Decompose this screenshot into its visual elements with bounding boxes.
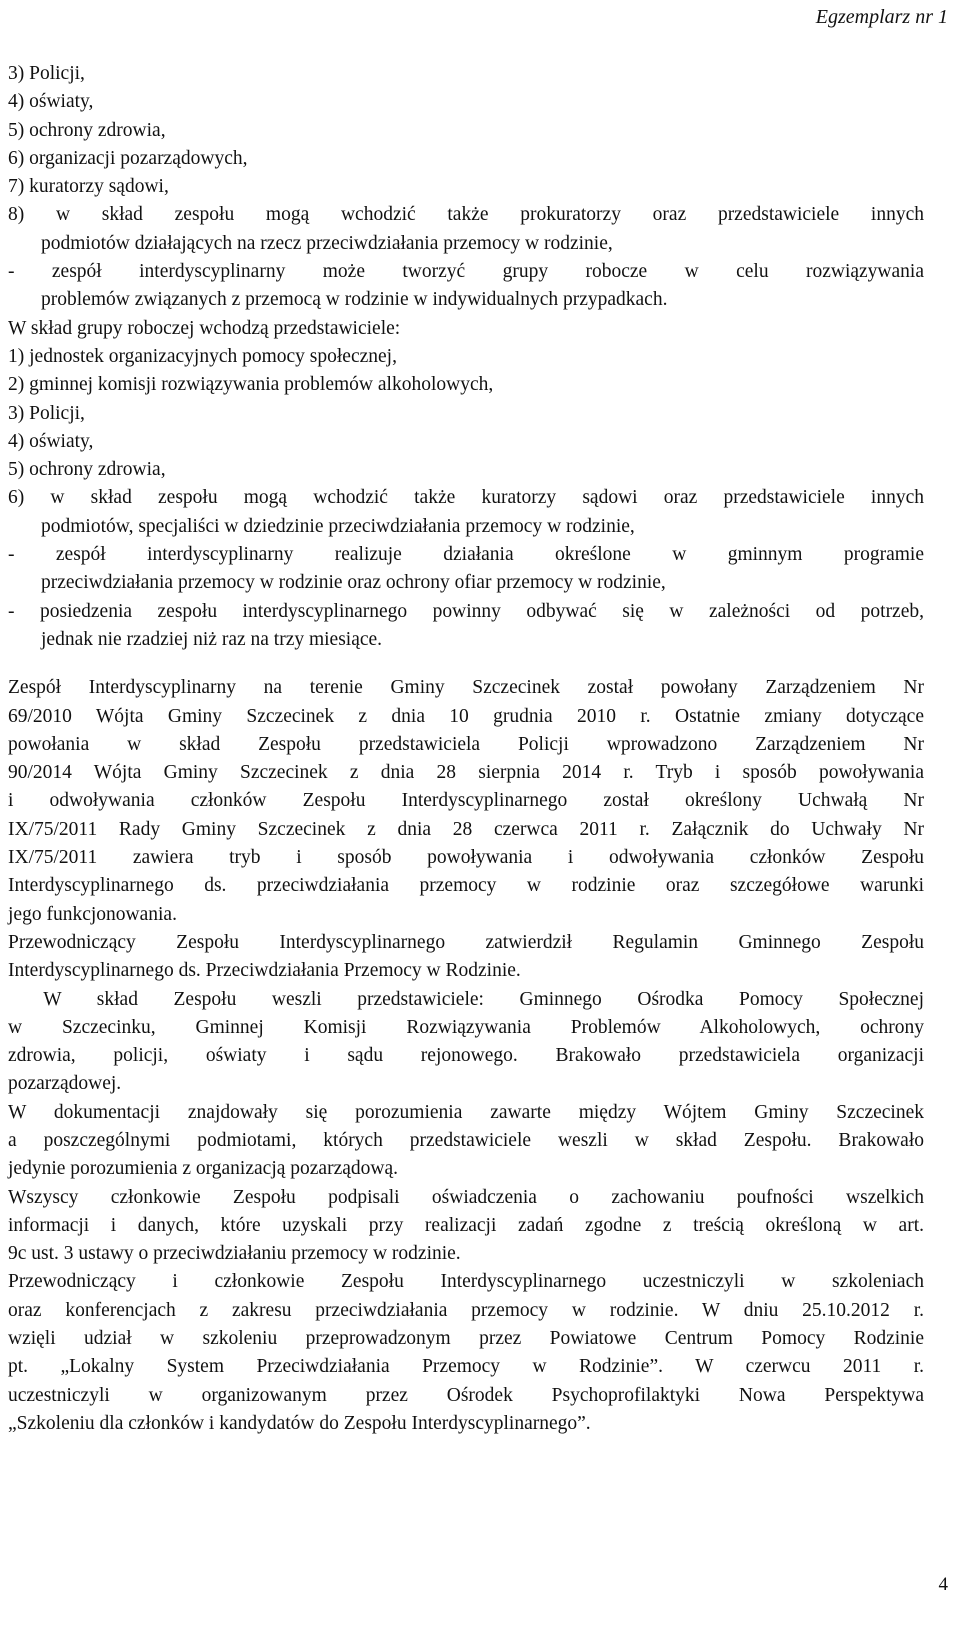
- list-item: 3) Policji,: [8, 402, 85, 424]
- list-item: 2) gminnej komisji rozwiązywania problemów alkoholowych,: [8, 374, 494, 396]
- paragraph-team-appointment: [8, 674, 924, 929]
- paragraph-line: zdrowia, policji, oświaty i sądu rejonowego. Brakowało przedstawiciela organizacji: [8, 1045, 924, 1067]
- list-continuation: [8, 60, 924, 315]
- list-item: 6) w skład zespołu mogą wchodzić także kuratorzy sądowi oraz przedstawiciele innych: [8, 487, 924, 509]
- list-item-continuation: podmiotów działających na rzecz przeciwdziałania przemocy w rodzinie,: [41, 232, 613, 254]
- paragraph-line: 9c ust. 3 ustawy o przeciwdziałaniu przemocy w rodzinie.: [8, 1243, 461, 1265]
- paragraph-line: jego funkcjonowania.: [8, 903, 177, 925]
- paragraph-line: „Szkoleniu dla członków i kandydatów do Zespołu Interdyscyplinarnego”.: [8, 1412, 591, 1434]
- list-item: 1) jednostek organizacyjnych pomocy społecznej,: [8, 345, 397, 367]
- paragraph-line: Interdyscyplinarnego ds. przeciwdziałania przemocy w rodzinie oraz szczegółowe warunki: [8, 875, 924, 897]
- list-item-continuation: podmiotów, specjaliści w dziedzinie przeciwdziałania przemocy w rodzinie,: [41, 515, 635, 537]
- dash-item: - posiedzenia zespołu interdyscyplinarnego powinny odbywać się w zależności od potrzeb,: [8, 600, 924, 622]
- paragraph-line: w Szczecinku, Gminnej Komisji Rozwiązywania Problemów Alkoholowych, ochrony: [8, 1016, 924, 1038]
- paragraph-line: Wszyscy członkowie Zespołu podpisali oświadczenia o zachowaniu poufności wszelkich: [8, 1186, 924, 1208]
- paragraph-trainings: [8, 1268, 924, 1438]
- paragraph-line: Przewodniczący i członkowie Zespołu Interdyscyplinarnego uczestniczyli w szkoleniach: [8, 1271, 924, 1293]
- list-item: 4) oświaty,: [8, 91, 94, 113]
- list-item: 6) organizacji pozarządowych,: [8, 147, 248, 169]
- group-intro: W skład grupy roboczej wchodzą przedstawiciele:: [8, 317, 401, 339]
- paragraph-line: 69/2010 Wójta Gminy Szczecinek z dnia 10 grudnia 2010 r. Ostatnie zmiany dotyczące: [8, 705, 924, 727]
- paragraph-line: wzięli udział w szkoleniu przeprowadzonym przez Powiatowe Centrum Pomocy Rodzinie: [8, 1328, 924, 1350]
- paragraph-confidentiality: [8, 1184, 924, 1269]
- paragraph-line: oraz konferencjach z zakresu przeciwdziałania przemocy w rodzinie. W dniu 25.10.2012 r.: [8, 1299, 924, 1321]
- paragraph-line: uczestniczyli w organizowanym przez Ośrodek Psychoprofilaktyki Nowa Perspektywa: [8, 1384, 924, 1406]
- page-number: 4: [938, 1574, 948, 1595]
- paragraph-team-members: [8, 986, 924, 1099]
- list-item: 5) ochrony zdrowia,: [8, 119, 166, 141]
- paragraph-line: powołania w skład Zespołu przedstawiciela Policji wprowadzono Zarządzeniem Nr: [8, 733, 924, 755]
- list-item: 8) w skład zespołu mogą wchodzić także prokuratorzy oraz przedstawiciele innych: [8, 204, 924, 226]
- dash-item: - zespół interdyscyplinarny może tworzyć grupy robocze w celu rozwiązywania: [8, 261, 924, 283]
- dash-item-continuation: jednak nie rzadziej niż raz na trzy miesiące.: [41, 628, 383, 650]
- copy-number-label: Egzemplarz nr 1: [815, 6, 948, 28]
- paragraph-line: jedynie porozumienia z organizacją pozarządową.: [8, 1158, 398, 1180]
- paragraph-line: 90/2014 Wójta Gminy Szczecinek z dnia 28 sierpnia 2014 r. Tryb i sposób powoływania: [8, 762, 924, 784]
- paragraph-regulations: [8, 929, 924, 986]
- list-item: 3) Policji,: [8, 63, 85, 84]
- paragraph-line: Zespół Interdyscyplinarny na terenie Gminy Szczecinek został powołany Zarządzeniem Nr: [8, 677, 924, 699]
- paragraph-agreements: [8, 1099, 924, 1184]
- paragraph-line: W dokumentacji znajdowały się porozumienia zawarte między Wójtem Gminy Szczecinek: [8, 1101, 924, 1123]
- paragraph-line: pozarządowej.: [8, 1073, 122, 1095]
- paragraph-line: informacji i danych, które uzyskali przy realizacji zadań zgodne z treścią określoną w art.: [8, 1214, 924, 1236]
- dash-item-continuation: problemów związanych z przemocą w rodzinie w indywidualnych przypadkach.: [41, 289, 668, 311]
- dash-item-continuation: przeciwdziałania przemocy w rodzinie oraz ochrony ofiar przemocy w rodzinie,: [41, 572, 666, 594]
- list-item: 4) oświaty,: [8, 430, 94, 452]
- paragraph-line: a poszczególnymi podmiotami, których przedstawiciele weszli w skład Zespołu. Brakowało: [8, 1129, 924, 1151]
- paragraph-line: IX/75/2011 Rady Gminy Szczecinek z dnia 28 czerwca 2011 r. Załącznik do Uchwały Nr: [8, 818, 924, 840]
- group-members-list: [8, 343, 924, 654]
- paragraph-line: IX/75/2011 zawiera tryb i sposób powoływania i odwoływania członków Zespołu: [8, 847, 924, 869]
- list-item: 7) kuratorzy sądowi,: [8, 176, 169, 198]
- document-body: [8, 60, 924, 1438]
- list-item: 5) ochrony zdrowia,: [8, 459, 166, 481]
- paragraph-line: pt. „Lokalny System Przeciwdziałania Przemocy w Rodzinie”. W czerwcu 2011 r.: [8, 1356, 924, 1378]
- paragraph-line: i odwoływania członków Zespołu Interdyscyplinarnego został określony Uchwałą Nr: [8, 790, 924, 812]
- paragraph-line: Przewodniczący Zespołu Interdyscyplinarnego zatwierdził Regulamin Gminnego Zespołu: [8, 931, 924, 953]
- paragraph-line: Interdyscyplinarnego ds. Przeciwdziałania Przemocy w Rodzinie.: [8, 960, 521, 982]
- paragraph-line: W skład Zespołu weszli przedstawiciele: Gminnego Ośrodka Pomocy Społecznej: [8, 988, 924, 1010]
- dash-item: - zespół interdyscyplinarny realizuje działania określone w gminnym programie: [8, 544, 924, 566]
